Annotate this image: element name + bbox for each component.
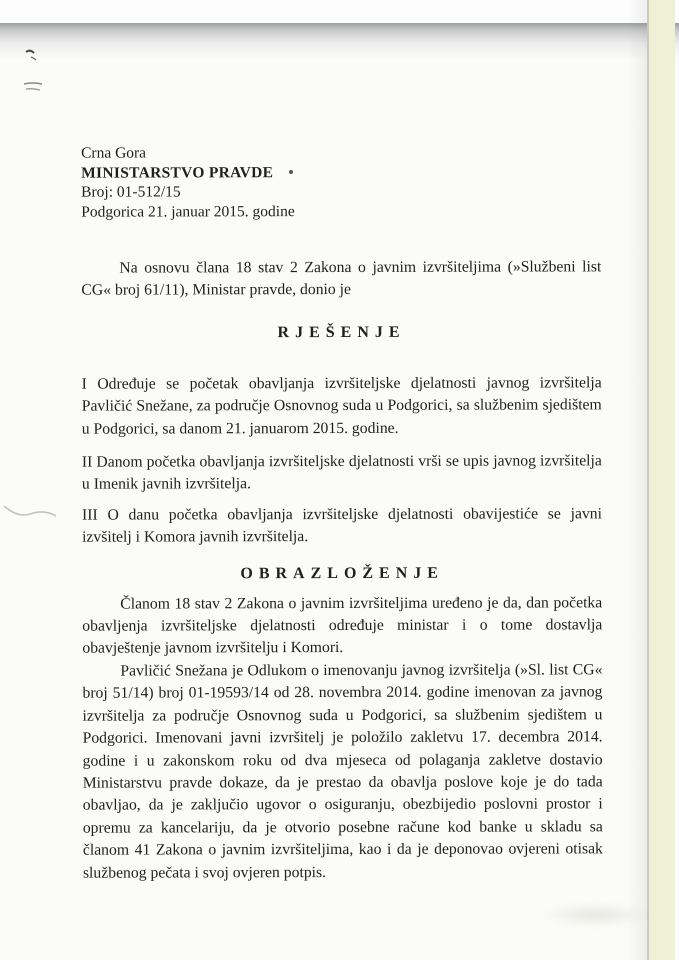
letterhead-place-date: Podgorica 21. januar 2015. godine [81,202,295,221]
preamble-paragraph: Na osnovu člana 18 stav 2 Zakona o javnim izvršiteljima (»Službeni list CG« broj 61/11), Ministar pravde, donio je [81,258,602,300]
scan-mark-curve [2,496,60,524]
scan-right-edge-strip [649,0,675,960]
decision-point-3: III O danu početka obavljanja izvršiteljske djelatnosti obavijestiće se javni izvšitelj i Komora javnih izvršitelja. [81,505,603,546]
scan-mark-dash [22,80,48,94]
rationale-paragraph-1: Članom 18 stav 2 Zakona o javnim izvršiteljima uređeno je da, dan početka obavljenja izvršiteljske djelatnosti određuje ministar i o tome dostavlja obavještenje javnom izvršitelju i Komori. [82,593,603,658]
scan-top-margin [0,0,679,23]
letterhead [81,142,601,221]
decision-point-2: II Danom početka obavljanja izvršiteljske djelatnosti vrši se upis javnog izvršitelja u Imenik javnih izvršitelja. [81,452,602,494]
decision-title: RJEŠENJE [277,323,406,341]
scan-bottom-texture [541,902,651,928]
scan-top-shade-band [0,23,679,59]
letterhead-ministry: MINISTARSTVO PRAVDE [81,163,274,182]
letterhead-country: Crna Gora [81,144,147,162]
letterhead-case-number: Broj: 01-512/15 [81,183,181,201]
scan-right-edge-shadow [627,0,647,960]
decision-point-1: I Određuje se početak obavljanja izvršiteljske djelatnosti javnog izvršitelja Pavličić Snežane, za područje Osnovnog suda u Podgorici, sa službenim sjedištem u Podgorici, sa danom 21. januarom 2015. godine. [81,374,602,438]
document-content [81,142,603,884]
rationale-paragraph-2: Pavličić Snežana je Odlukom o imenovanju javnog izvršitelja (»Sl. list CG« broj 51/14) broj 01-19593/14 od 28. novembra 2014. godine imenovan za javnog izvršitelja za područje Osnovnog suda u Podgorici, sa službenim sjedištem u Podgorici. Imenovani javni izvršitelj je položilo zakletvu 17. decembra 2014. godine i u zakonskom roku od dva mjeseca od polaganja zakletve dostavio Ministarstvu pravde dokaze, da je prestao da obavlja poslove koje je do tada obavljao, da je zaključio ugovor o osiguranju, obezbijedio poslovni prostor i opremu za kancelariju, da je otvorio posebne račune kod banke u skladu sa članom 41 Zakona o javnim izvršiteljima, kao i da je deponovao ovjereni otisak službenog pečata i svoj ovjeren potpis. [82,661,603,882]
rationale-title: OBRAZLOŽENJE [240,564,444,582]
